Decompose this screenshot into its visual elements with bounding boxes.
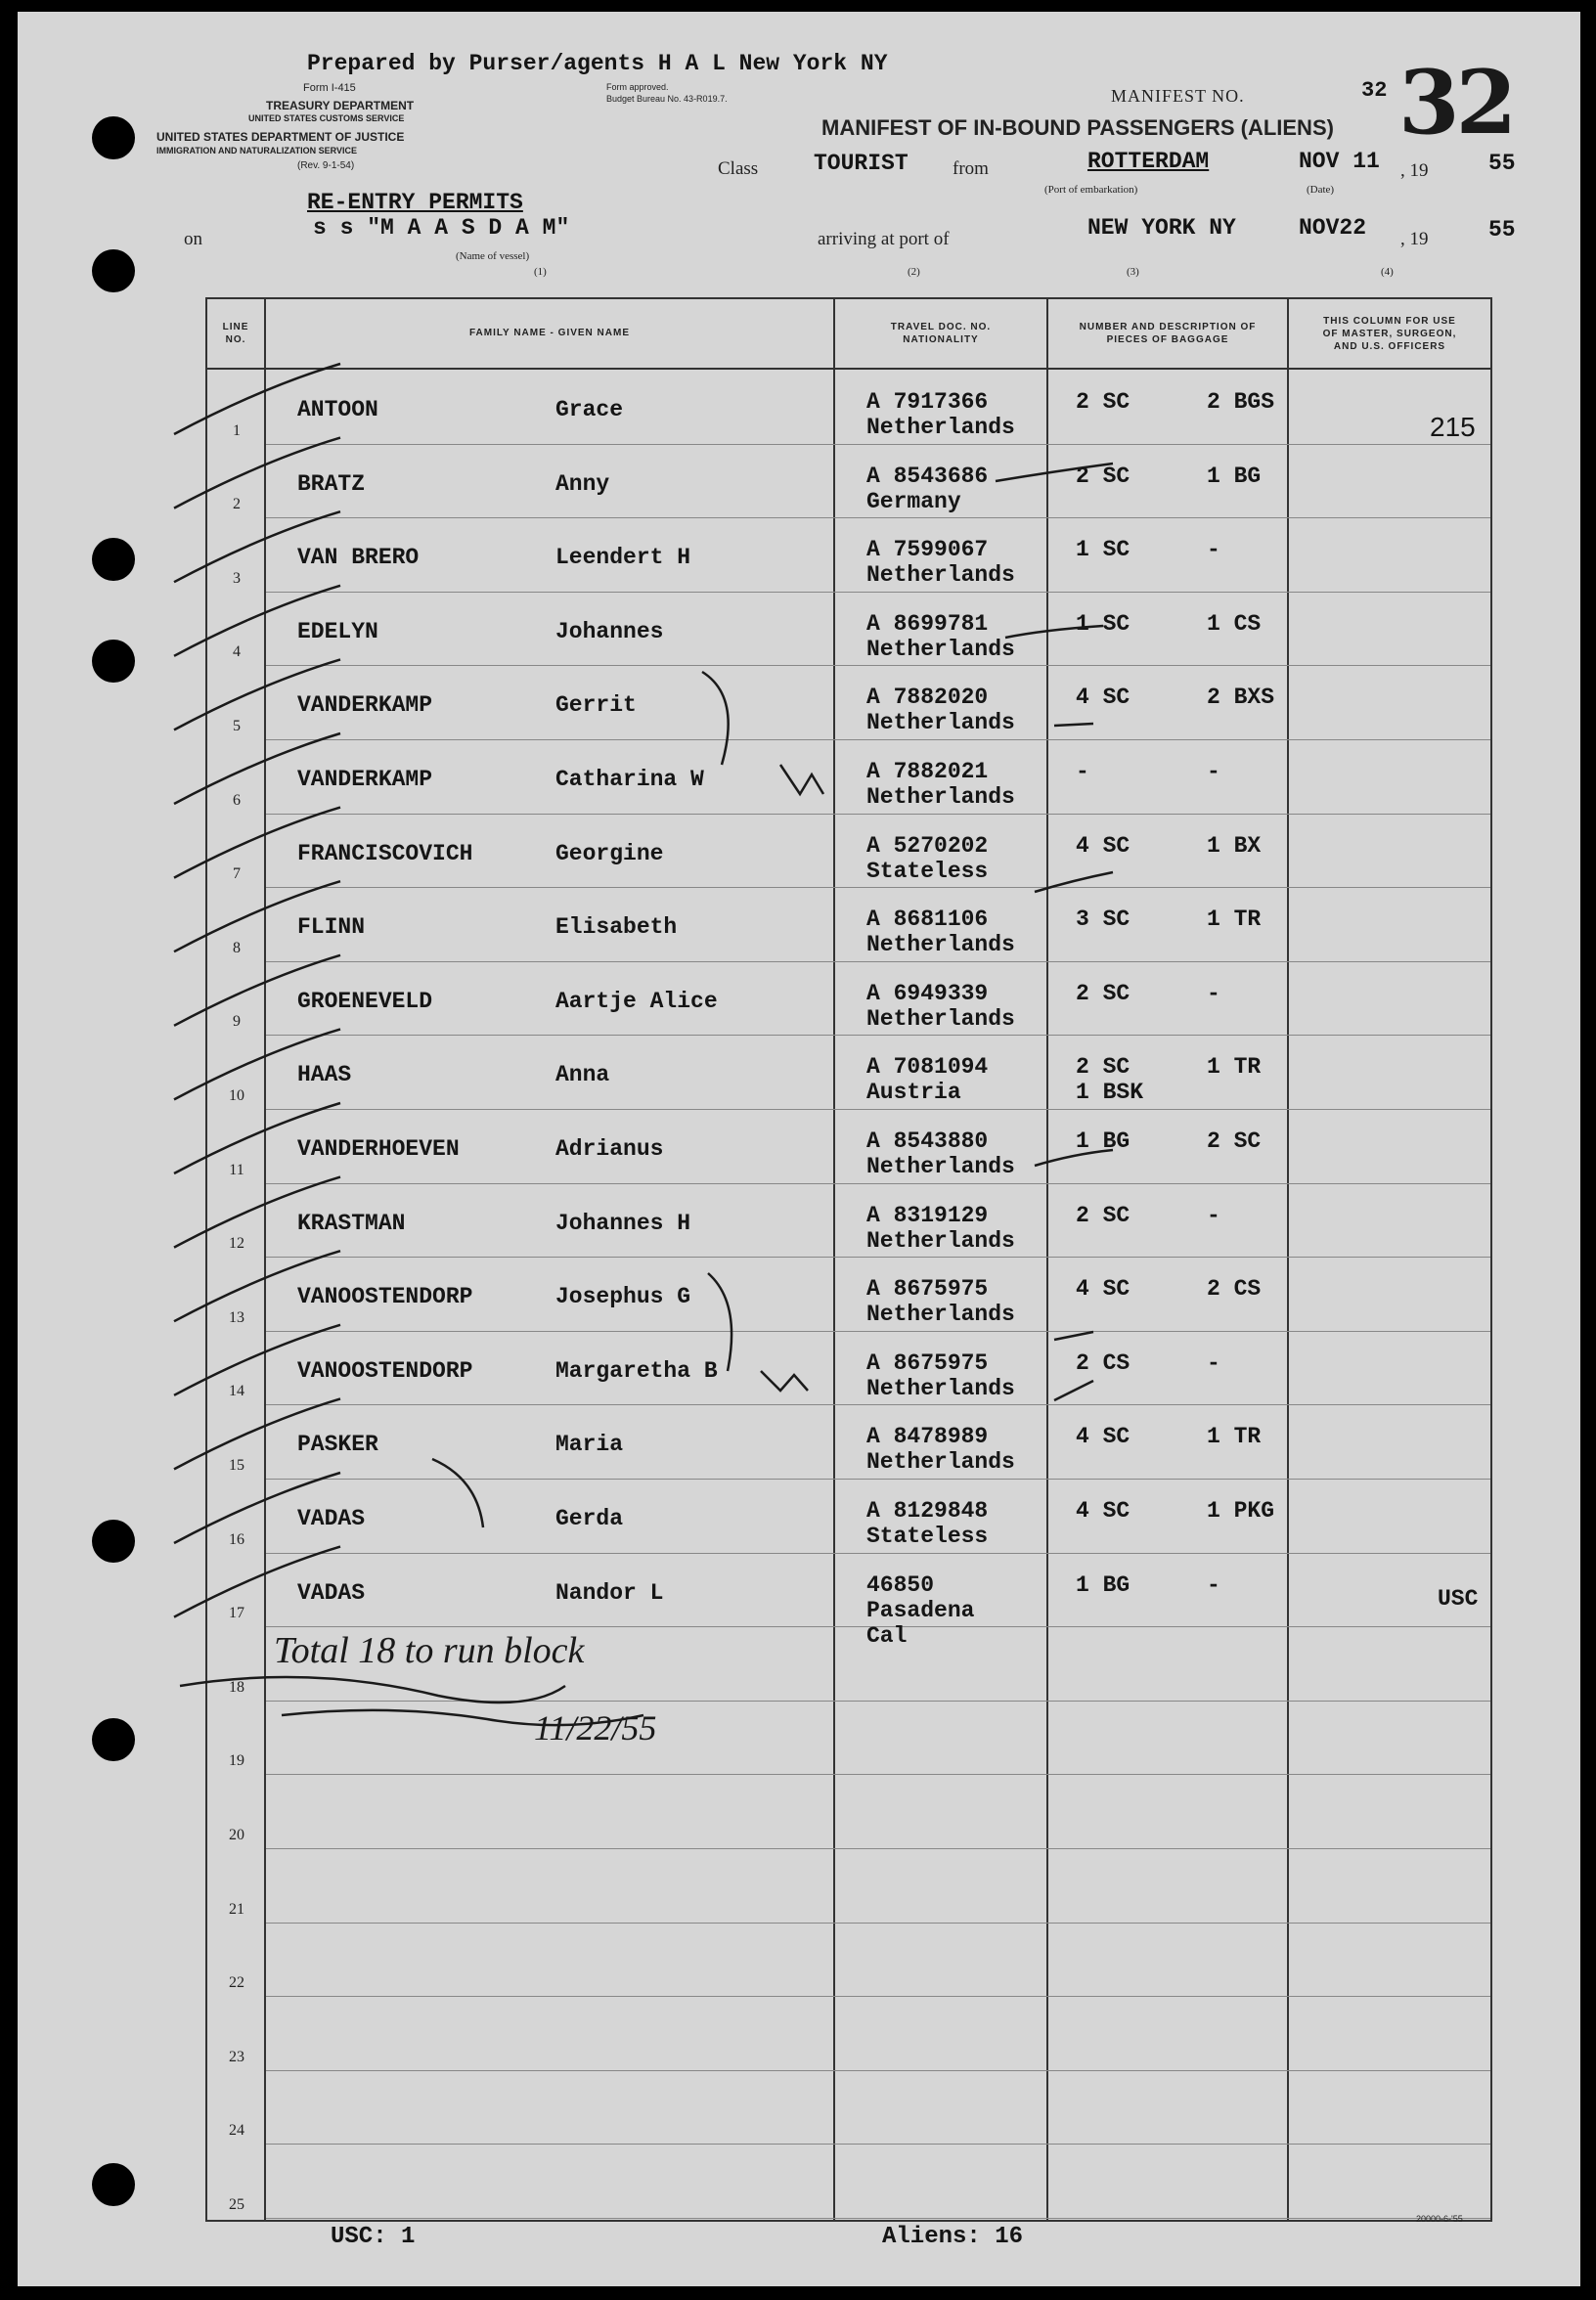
nationality: Netherlands bbox=[866, 636, 1015, 662]
pen-mark bbox=[1005, 626, 1103, 638]
nationality: Netherlands bbox=[866, 1375, 1015, 1401]
given-name: Georgine bbox=[555, 840, 664, 866]
family-name: FRANCISCOVICH bbox=[297, 840, 473, 866]
travel-doc-no: 46850 bbox=[866, 1571, 935, 1598]
pen-mark bbox=[996, 464, 1113, 481]
officer-note: USC bbox=[1438, 1585, 1479, 1612]
vessel-name: s s "M A A S D A M" bbox=[313, 215, 570, 241]
check-stroke bbox=[174, 955, 340, 1026]
line-number: 11 bbox=[229, 1161, 244, 1178]
baggage-1: - bbox=[1076, 759, 1089, 784]
line-number: 17 bbox=[229, 1605, 244, 1622]
departure-date: NOV 11 bbox=[1299, 149, 1380, 174]
check-stroke bbox=[174, 881, 340, 951]
officer-note-215: 215 bbox=[1430, 412, 1476, 442]
family-name: VANOOSTENDORP bbox=[297, 1357, 473, 1384]
baggage-2: - bbox=[1207, 537, 1220, 563]
given-name: Catharina W bbox=[555, 767, 704, 792]
handwritten-signature-date: 11/22/55 bbox=[534, 1708, 657, 1747]
nationality: Netherlands bbox=[866, 710, 1015, 736]
line-number: 15 bbox=[229, 1456, 244, 1474]
footer-aliens-count: Aliens: 16 bbox=[882, 2224, 1024, 2250]
given-name: Adrianus bbox=[555, 1136, 664, 1162]
given-name: Anna bbox=[555, 1062, 610, 1088]
family-name: VADAS bbox=[297, 1506, 366, 1531]
nationality: Stateless bbox=[866, 1524, 989, 1549]
check-stroke bbox=[174, 1177, 340, 1248]
form-approved: Form approved. bbox=[606, 82, 669, 92]
line-number: 22 bbox=[229, 1974, 244, 1992]
pen-mark bbox=[1035, 872, 1113, 892]
baggage-2: 2 BXS bbox=[1207, 685, 1275, 711]
family-name: VANDERHOEVEN bbox=[297, 1136, 460, 1162]
baggage-1: 2 SC bbox=[1076, 980, 1130, 1006]
check-stroke bbox=[174, 586, 340, 656]
col-header-travel-doc: TRAVEL DOC. NO. NATIONALITY bbox=[890, 322, 992, 345]
footer-usc-count: USC: 1 bbox=[331, 2224, 416, 2250]
line-number: 4 bbox=[233, 643, 241, 661]
nationality: Netherlands bbox=[866, 1227, 1015, 1254]
travel-doc-no: A 8543880 bbox=[866, 1128, 989, 1154]
baggage-1: 2 SC bbox=[1076, 1202, 1130, 1228]
given-name: Josephus G bbox=[555, 1284, 691, 1310]
port-embark-caption: (Port of embarkation) bbox=[1044, 184, 1138, 196]
given-name: Anny bbox=[555, 470, 610, 497]
travel-doc-no: A 7917366 bbox=[866, 389, 989, 415]
check-stroke bbox=[174, 1325, 340, 1395]
travel-doc-no: A 7882020 bbox=[866, 685, 989, 711]
given-name: Nandor L bbox=[555, 1579, 664, 1606]
line-number: 10 bbox=[229, 1086, 244, 1104]
check-stroke bbox=[174, 1029, 340, 1099]
travel-doc-no: A 8675975 bbox=[866, 1276, 989, 1303]
given-name: Aartje Alice bbox=[555, 988, 718, 1014]
column-index-1: (1) bbox=[534, 266, 547, 278]
baggage-1: 3 SC bbox=[1076, 907, 1130, 933]
col-header-baggage: NUMBER AND DESCRIPTION OF PIECES OF BAGGAGE bbox=[1079, 322, 1257, 345]
baggage-2: - bbox=[1207, 1571, 1220, 1598]
baggage-2: 1 PKG bbox=[1207, 1498, 1275, 1524]
family-name: VAN BRERO bbox=[297, 545, 420, 571]
class-label: Class bbox=[718, 158, 759, 179]
manifest-page bbox=[18, 12, 1580, 2286]
check-stroke bbox=[174, 1398, 340, 1469]
travel-doc-no: A 7599067 bbox=[866, 537, 989, 563]
dept-justice: UNITED STATES DEPARTMENT OF JUSTICE bbox=[156, 130, 405, 144]
form-number: Form I-415 bbox=[303, 82, 356, 94]
line-number: 12 bbox=[229, 1235, 244, 1253]
line-number: 25 bbox=[229, 2195, 244, 2213]
manifest-no-small: 32 bbox=[1361, 78, 1388, 103]
pen-mark bbox=[1054, 1332, 1093, 1340]
column-index-3: (3) bbox=[1127, 266, 1139, 278]
pen-mark bbox=[1035, 1150, 1113, 1166]
line-number: 19 bbox=[229, 1752, 244, 1770]
baggage-2: - bbox=[1207, 980, 1220, 1006]
check-stroke bbox=[174, 511, 340, 582]
date-caption: (Date) bbox=[1307, 184, 1335, 196]
family-name: KRASTMAN bbox=[297, 1210, 406, 1236]
pen-mark bbox=[1054, 724, 1093, 726]
line-number: 6 bbox=[233, 791, 241, 809]
baggage-2: 1 BX bbox=[1207, 832, 1262, 859]
vessel-caption: (Name of vessel) bbox=[456, 250, 530, 262]
baggage-2: - bbox=[1207, 1349, 1220, 1376]
line-number: 5 bbox=[233, 717, 241, 734]
line-number: 23 bbox=[229, 2048, 244, 2065]
baggage-1: 4 SC bbox=[1076, 685, 1130, 711]
check-stroke bbox=[174, 1251, 340, 1321]
travel-doc-no: A 7081094 bbox=[866, 1054, 989, 1081]
line-number: 2 bbox=[233, 496, 241, 513]
family-name: GROENEVELD bbox=[297, 988, 433, 1014]
check-stroke bbox=[174, 1547, 340, 1617]
pen-mark bbox=[1054, 1381, 1093, 1400]
baggage-2: 1 CS bbox=[1207, 610, 1262, 637]
nationality: Netherlands bbox=[866, 562, 1015, 589]
handwritten-total-note: Total 18 to run block bbox=[274, 1630, 585, 1671]
pen-mark bbox=[282, 1710, 643, 1725]
travel-doc-no: A 8543686 bbox=[866, 463, 989, 489]
travel-doc-no: A 8681106 bbox=[866, 907, 989, 933]
line-number: 20 bbox=[229, 1826, 244, 1843]
given-name: Leendert H bbox=[555, 545, 691, 571]
travel-doc-no: A 5270202 bbox=[866, 832, 989, 859]
travel-doc-no: A 6949339 bbox=[866, 980, 989, 1006]
baggage-1: 1 SC bbox=[1076, 610, 1130, 637]
given-name: Gerrit bbox=[555, 692, 637, 719]
line-number: 3 bbox=[233, 569, 241, 587]
port-of-embarkation: ROTTERDAM bbox=[1087, 149, 1210, 174]
baggage-2: 1 BG bbox=[1207, 463, 1262, 489]
family-name: VANOOSTENDORP bbox=[297, 1284, 473, 1310]
line-number: 14 bbox=[229, 1383, 244, 1400]
family-name: BRATZ bbox=[297, 470, 366, 497]
arrival-date-century: , 19 bbox=[1400, 229, 1429, 249]
given-name: Johannes bbox=[555, 618, 664, 644]
check-stroke bbox=[174, 1473, 340, 1543]
handwritten-checkmarks bbox=[18, 12, 1580, 2286]
baggage-1: 2 SC bbox=[1076, 389, 1130, 415]
on-label: on bbox=[184, 229, 202, 249]
dept-treasury-sub: UNITED STATES CUSTOMS SERVICE bbox=[248, 113, 405, 123]
family-name: VANDERKAMP bbox=[297, 692, 433, 719]
line-number: 9 bbox=[233, 1013, 241, 1031]
from-label: from bbox=[953, 158, 989, 179]
travel-doc-no: A 8478989 bbox=[866, 1424, 989, 1450]
family-name: PASKER bbox=[297, 1432, 378, 1458]
col-header-officers: THIS COLUMN FOR USE OF MASTER, SURGEON, AND U.S. OFFICERS bbox=[1322, 316, 1457, 352]
travel-doc-no: A 8699781 bbox=[866, 610, 989, 637]
revision: (Rev. 9-1-54) bbox=[297, 160, 355, 171]
travel-doc-no: A 7882021 bbox=[866, 759, 989, 784]
check-stroke bbox=[174, 1103, 340, 1173]
given-name: Grace bbox=[555, 397, 624, 422]
given-name: Margaretha B bbox=[555, 1357, 718, 1384]
travel-doc-no: A 8319129 bbox=[866, 1202, 989, 1228]
baggage-2: 1 TR bbox=[1207, 907, 1262, 933]
baggage-2: 1 TR bbox=[1207, 1054, 1262, 1081]
check-stroke bbox=[174, 438, 340, 509]
nationality: Stateless bbox=[866, 858, 989, 884]
departure-date-year: 55 bbox=[1488, 151, 1516, 176]
baggage-2: - bbox=[1207, 759, 1220, 784]
family-name: ANTOON bbox=[297, 397, 378, 422]
arriving-label: arriving at port of bbox=[818, 229, 950, 249]
pen-mark bbox=[702, 672, 729, 765]
travel-doc-no: A 8675975 bbox=[866, 1349, 989, 1376]
reentry-permits: RE-ENTRY PERMITS bbox=[307, 190, 523, 215]
check-stroke bbox=[174, 364, 340, 434]
baggage-2: - bbox=[1207, 1202, 1220, 1228]
arrival-date-year: 55 bbox=[1488, 217, 1516, 243]
column-index-4: (4) bbox=[1381, 266, 1394, 278]
line-number: 7 bbox=[233, 865, 241, 883]
baggage-1: 4 SC bbox=[1076, 832, 1130, 859]
line-number: 13 bbox=[229, 1308, 244, 1326]
baggage-1: 2 CS bbox=[1076, 1349, 1130, 1376]
col-header-name: FAMILY NAME - GIVEN NAME bbox=[468, 328, 630, 338]
travel-doc-no: A 8129848 bbox=[866, 1498, 989, 1524]
baggage-1: 1 BG bbox=[1076, 1571, 1130, 1598]
baggage-2: 2 BGS bbox=[1207, 389, 1275, 415]
given-name: Elisabeth bbox=[555, 914, 678, 941]
check-stroke bbox=[174, 659, 340, 730]
line-number: 1 bbox=[233, 421, 241, 439]
baggage-2: 2 CS bbox=[1207, 1276, 1262, 1303]
pen-mark bbox=[432, 1459, 483, 1527]
line-number: 18 bbox=[229, 1678, 244, 1696]
given-name: Johannes H bbox=[555, 1210, 691, 1236]
family-name: VADAS bbox=[297, 1579, 366, 1606]
check-stroke bbox=[174, 733, 340, 804]
nationality: Netherlands bbox=[866, 1005, 1015, 1032]
nationality: Netherlands bbox=[866, 1449, 1015, 1476]
dept-justice-sub: IMMIGRATION AND NATURALIZATION SERVICE bbox=[156, 146, 357, 155]
baggage-1: 4 SC bbox=[1076, 1424, 1130, 1450]
nationality: Netherlands bbox=[866, 415, 1015, 440]
prepared-by: Prepared by Purser/agents H A L New York NY bbox=[307, 51, 888, 76]
dept-treasury: TREASURY DEPARTMENT bbox=[266, 99, 415, 112]
baggage-1: 2 SC 1 BSK bbox=[1076, 1054, 1144, 1106]
manifest-title: MANIFEST OF IN-BOUND PASSENGERS (ALIENS) bbox=[821, 115, 1334, 140]
departure-date-century: , 19 bbox=[1400, 160, 1429, 181]
column-index-2: (2) bbox=[908, 266, 920, 278]
family-name: HAAS bbox=[297, 1062, 352, 1088]
check-stroke bbox=[174, 808, 340, 878]
nationality: Netherlands bbox=[866, 932, 1015, 958]
line-number: 16 bbox=[229, 1530, 244, 1548]
family-name: EDELYN bbox=[297, 618, 378, 644]
baggage-1: 1 BG bbox=[1076, 1128, 1130, 1154]
baggage-1: 4 SC bbox=[1076, 1498, 1130, 1524]
nationality: Pasadena Cal bbox=[866, 1597, 975, 1649]
family-name: FLINN bbox=[297, 914, 366, 941]
baggage-1: 4 SC bbox=[1076, 1276, 1130, 1303]
pen-mark bbox=[180, 1677, 565, 1703]
pen-mark bbox=[708, 1273, 732, 1371]
line-number: 24 bbox=[229, 2122, 244, 2140]
col-header-line-no: LINE NO. bbox=[222, 322, 249, 345]
nationality: Netherlands bbox=[866, 1302, 1015, 1328]
given-name: Gerda bbox=[555, 1506, 624, 1531]
nationality: Netherlands bbox=[866, 784, 1015, 810]
nationality: Germany bbox=[866, 488, 961, 514]
baggage-1: 2 SC bbox=[1076, 463, 1130, 489]
arrival-date: NOV22 bbox=[1299, 215, 1367, 241]
print-code: 20000-6-'55 bbox=[1416, 2214, 1463, 2224]
nationality: Netherlands bbox=[866, 1154, 1015, 1179]
port-of-arrival: NEW YORK NY bbox=[1087, 215, 1236, 241]
given-name: Maria bbox=[555, 1432, 624, 1458]
class-value: TOURIST bbox=[814, 151, 909, 176]
baggage-2: 2 SC bbox=[1207, 1128, 1262, 1154]
manifest-no-stamp: 32 bbox=[1398, 51, 1514, 155]
nationality: Austria bbox=[866, 1080, 961, 1106]
baggage-1: 1 SC bbox=[1076, 537, 1130, 563]
manifest-no-label: MANIFEST NO. bbox=[1111, 86, 1245, 106]
baggage-2: 1 TR bbox=[1207, 1424, 1262, 1450]
line-number: 8 bbox=[233, 939, 241, 956]
budget-bureau: Budget Bureau No. 43-R019.7. bbox=[606, 94, 728, 104]
pen-mark bbox=[780, 765, 823, 794]
pen-mark bbox=[761, 1371, 808, 1391]
family-name: VANDERKAMP bbox=[297, 767, 433, 792]
line-number: 21 bbox=[229, 1900, 244, 1918]
